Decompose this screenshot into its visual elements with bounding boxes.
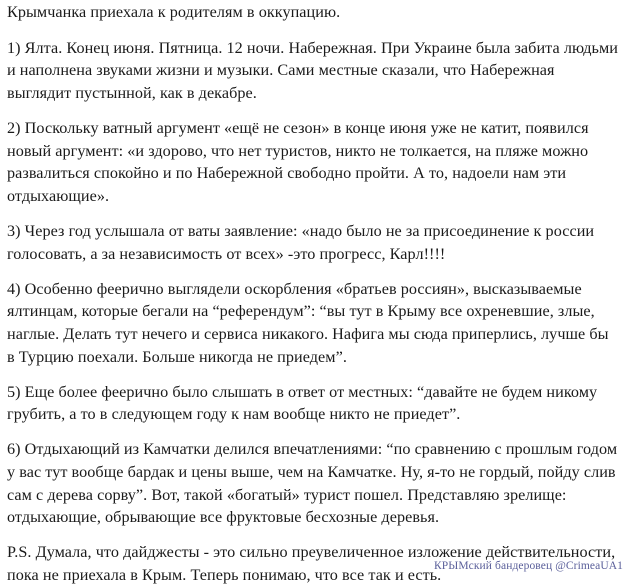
paragraph-6: 6) Отдыхающий из Камчатки делился впечатлениями: “по сравнению с прошлым годом у вас тут вообще бардак и цены выше, чем на Камчатке. Ну, я-то не гордый, пойду слив сам с дерева сорву”. Вот, такой «богатый» турист пошел. Представляю зрелище: отдыхающие, обрывающие все фруктовые бесхозные деревья. bbox=[7, 440, 618, 527]
paragraph-5: 5) Еще более феерично было слышать в ответ от местных: “давайте не будем никому грубить, а то в следующем году к нам вообще никто не приедет”. bbox=[7, 382, 598, 424]
paragraph-2: 2) Поскольку ватный аргумент «ещё не сезон» в конце июня уже не катит, появился новый аргумент: «и здорово, что нет туристов, никто не толкается, на пляже можно развалиться спокойно и по Набережной свободно пройти. А то, надоели нам эти отдыхающие». bbox=[7, 118, 589, 205]
paragraph-3: 3) Через год услышала от ваты заявление: «надо было не за присоединение к россии голосовать, а за независимость от всех» -это прогресс, Карл!!!! bbox=[7, 221, 595, 263]
paragraph-4: 4) Особенно феерично выглядели оскорбления «братьев россиян», высказываемые ялтинцам, которые бегали на “референдум”: “вы тут в Крыму все охреневшие, злые, наглые. Делать тут нечего и сервиса никакого. Нафига мы сюда приперлись, лучше бы в Турцию поехали. Больше никогда не приедем”. bbox=[7, 279, 609, 366]
author-watermark: КРЫМский бандеровец @CrimeaUA1 bbox=[433, 560, 623, 572]
post-title: Крымчанка приехала к родителям в оккупацию. bbox=[7, 3, 341, 21]
paragraph-1: 1) Ялта. Конец июня. Пятница. 12 ночи. Набережная. При Украине была забита людьми и наполнена звуками жизни и музыки. Сами местные сказали, что Набережная выглядит пустынной, как в декабре. bbox=[7, 38, 618, 102]
paragraph-ps: P.S. Думала, что дайджесты - это сильно преувеличенное изложение действительности, пока не приехала в Крым. Теперь понимаю, что все так и есть. bbox=[7, 543, 616, 585]
